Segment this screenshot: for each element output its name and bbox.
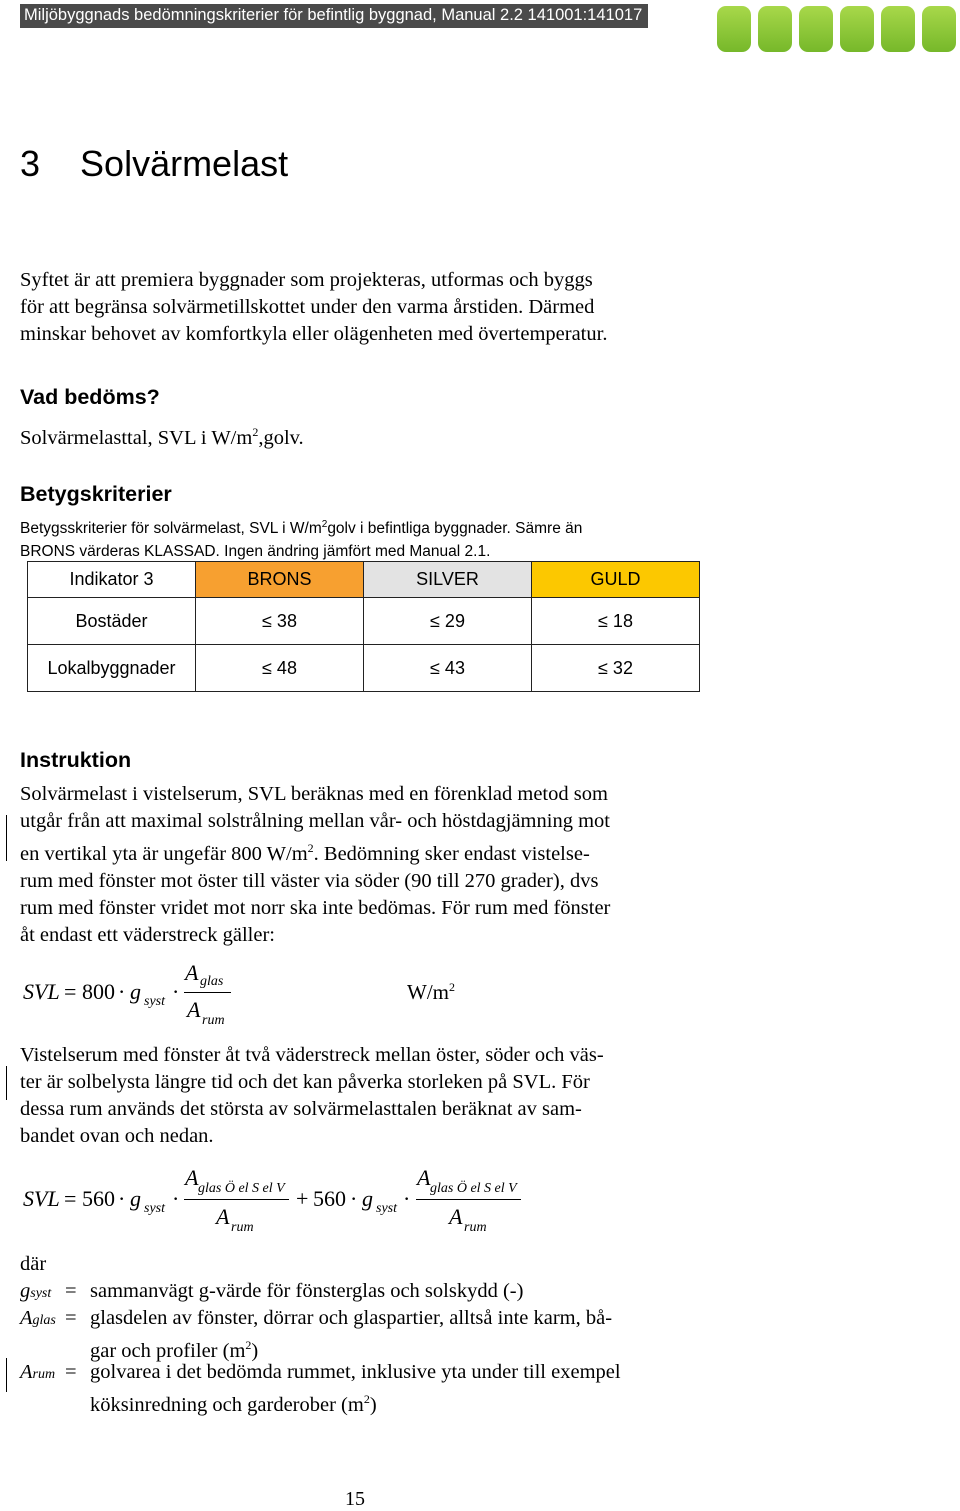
- table-cell: ≤ 32: [532, 645, 700, 692]
- page-number: 15: [345, 1488, 365, 1510]
- fraction-line: [184, 1199, 289, 1200]
- assessed-heading: Vad bedöms?: [20, 385, 160, 409]
- criteria-text: Betygsskriterier för solvärmelast, SVL i $W/m^2golv$ i befintliga byggnader. Sämre än BRONS värderas KLASSAD. Ingen ändring jämfört med Manual 2.1.: [20, 519, 583, 561]
- instruction-paragraph: Solvärmelast i vistelserum, SVL beräknas med en förenklad metod som utgår från att maximal solstrålning mellan vår- och höstdagjämning mot en vertikal yta är ungefär 800 $W/m^2$. Bedömning sker endast vistelse- rum med fönster mot öster till väster via söder (90 till 270 grader), dvs rum med fönster vridet mot norr ska inte bedömas. För rum med fönster åt endast ett väderstreck gäller:: [20, 783, 611, 946]
- change-bar: [6, 1358, 7, 1392]
- assessed-text: Solvärmelasttal, SVL i $W/m^2,golv$.: [20, 425, 304, 449]
- table-cell: ≤ 18: [532, 598, 700, 645]
- logo-block: [799, 6, 833, 52]
- table-cell: ≤ 48: [196, 645, 364, 692]
- two-direction-paragraph: Vistelserum med fönster åt två väderstreck mellan öster, söder och väs- ter är solbelysta längre tid och det kan påverka storleken på SVL. För dessa rum används det största av solvärmelasttalen beräknat av sam- bandet ovan och nedan.: [20, 1044, 604, 1147]
- intro-line: Syftet är att premiera byggnader som projekteras, utformas och byggs: [20, 269, 593, 291]
- table-row: [28, 598, 700, 645]
- instruction-heading: Instruktion: [20, 748, 132, 772]
- table-header-row: [28, 562, 700, 598]
- table-header-silver: SILVER: [364, 562, 532, 598]
- fraction-line: [416, 1199, 521, 1200]
- intro-line: för att begränsa solvärmetillskottet under den varma årstiden. Därmed: [20, 296, 595, 318]
- table-header-brons: BRONS: [196, 562, 364, 598]
- formula-svl-two-directions: SVL = 560 · g syst · A glas Ö el S el V A rum + 560 · g syst · A glas Ö el S el V A rum: [20, 1165, 560, 1235]
- chapter-title: [20, 143, 288, 185]
- table-cell: ≤ 43: [364, 645, 532, 692]
- logo-block: [922, 6, 956, 52]
- table-row-label: Lokalbyggnader: [28, 645, 196, 692]
- criteria-table: [27, 561, 700, 692]
- formula-unit: $W/m^2$: [407, 980, 455, 1004]
- definitions-where: där: [20, 1253, 47, 1275]
- change-bar: [6, 815, 7, 861]
- table-cell: ≤ 29: [364, 598, 532, 645]
- header-title: Miljöbyggnads bedömningskriterier för befintlig byggnad, Manual 2.2 141001:141017: [20, 4, 648, 28]
- table-row-label: Bostäder: [28, 598, 196, 645]
- intro-paragraph: [20, 267, 607, 348]
- intro-line: minskar behovet av komfortkyla eller olägenheten med övertemperatur.: [20, 323, 608, 345]
- table-header-guld: GULD: [532, 562, 700, 598]
- logo-block: [840, 6, 874, 52]
- chapter-number: 3: [20, 143, 41, 184]
- logo-block: [717, 6, 751, 52]
- criteria-heading: Betygskriterier: [20, 482, 172, 506]
- chapter-name: Solvärmelast: [80, 143, 289, 184]
- logo-block: [758, 6, 792, 52]
- change-bar: [6, 1066, 7, 1100]
- table-row: [28, 645, 700, 692]
- logo-block: [881, 6, 915, 52]
- fraction-line: [184, 992, 231, 993]
- miljobyggnad-logo: [717, 6, 956, 52]
- formula-svl-one-direction: SVL = 800 · g syst · A glas A rum $W/m^2$: [23, 960, 455, 1028]
- table-cell: ≤ 38: [196, 598, 364, 645]
- table-header-indicator: Indikator 3: [28, 562, 196, 598]
- page-header: [0, 0, 960, 60]
